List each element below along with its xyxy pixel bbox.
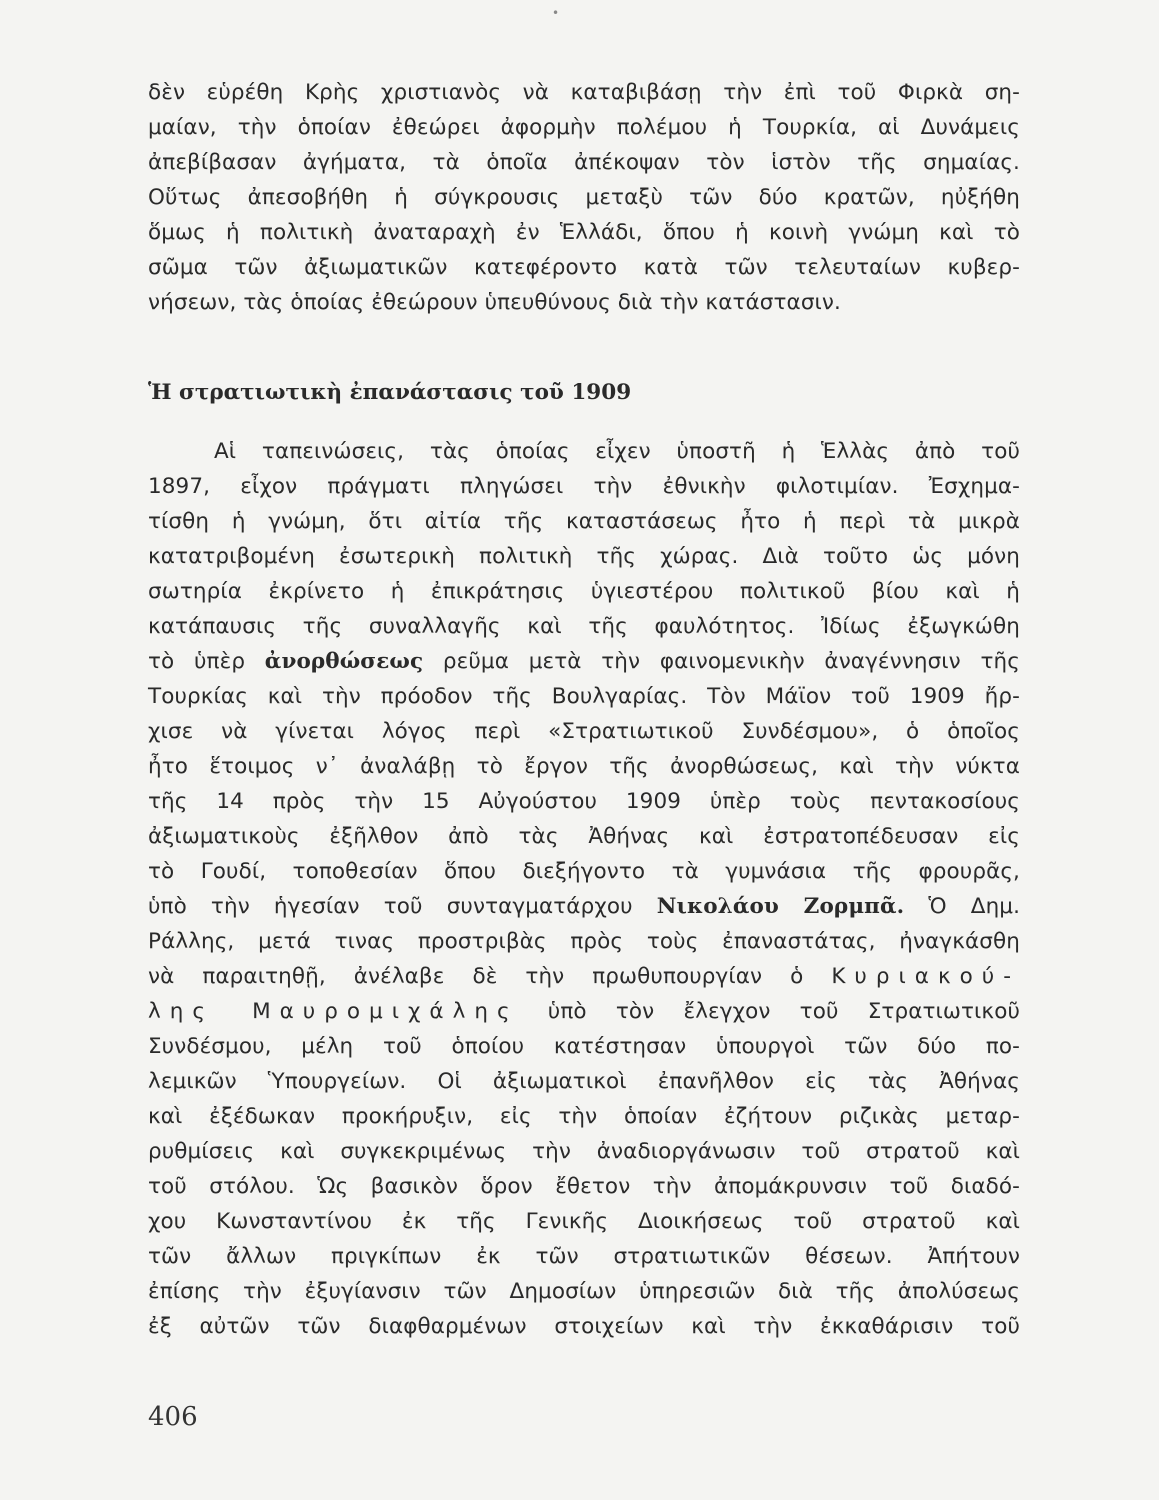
para2-line: 1897, εἶχον πράγματι πληγώσει τὴν ἐθνικὴν φιλοτιμίαν. Ἐσχημα- xyxy=(148,474,1020,499)
para2-line xyxy=(148,647,1020,677)
text-run: ὑπὸ τὸν ἔλεγχον τοῦ Στρατιωτικοῦ xyxy=(518,999,1020,1024)
spaced-name: λης Μαυρομιχάλης xyxy=(148,999,519,1024)
page-number: 406 xyxy=(148,1402,198,1432)
text-run: ρεῦμα μετὰ τὴν φαινομενικὴν ἀναγέννησιν τῆς xyxy=(423,649,1020,674)
para2-line: λεμικῶν Ὑπουργείων. Οἱ ἀξιωματικοὶ ἐπανῆλθον εἰς τὰς Ἀθήνας xyxy=(148,1069,1020,1094)
text-run: Ὁ Δημ. xyxy=(904,894,1021,919)
text-run: ὑπὸ τὴν ἡγεσίαν τοῦ συνταγματάρχου xyxy=(148,894,657,919)
para2-line: τῶν ἄλλων πριγκίπων ἐκ τῶν στρατιωτικῶν θέσεων. Ἀπήτουν xyxy=(148,1244,1020,1269)
para1-line: σῶμα τῶν ἀξιωματικῶν κατεφέροντο κατὰ τῶν τελευταίων κυβερ- xyxy=(148,255,1020,280)
para2-line: Ράλλης, μετά τινας προστριβὰς πρὸς τοὺς ἐπαναστάτας, ἠναγκάσθη xyxy=(148,929,1020,954)
para2-line: ἐξ αὐτῶν τῶν διαφθαρμένων στοιχείων καὶ τὴν ἐκκαθάρισιν τοῦ xyxy=(148,1314,1020,1339)
bold-term: ἀνορθώσεως xyxy=(264,649,424,674)
text-run: τὸ ὑπὲρ xyxy=(148,649,265,674)
para1-line: Οὕτως ἀπεσοβήθη ἡ σύγκρουσις μεταξὺ τῶν δύο κρατῶν, ηὐξήθη xyxy=(148,185,1020,210)
para2-line: ἐπίσης τὴν ἐξυγίανσιν τῶν Δημοσίων ὑπηρεσιῶν διὰ τῆς ἀπολύσεως xyxy=(148,1279,1020,1304)
para2-line: Αἱ ταπεινώσεις, τὰς ὁποίας εἶχεν ὑποστῆ ἡ Ἑλλὰς ἀπὸ τοῦ xyxy=(214,439,1020,464)
para2-line: καὶ ἐξέδωκαν προκήρυξιν, εἰς τὴν ὁποίαν ἐζήτουν ριζικὰς μεταρ- xyxy=(148,1104,1020,1129)
para2-line: χου Κωνσταντίνου ἐκ τῆς Γενικῆς Διοικήσεως τοῦ στρατοῦ καὶ xyxy=(148,1209,1020,1234)
para2-line xyxy=(148,892,1020,922)
para2-line: σωτηρία ἐκρίνετο ἡ ἐπικράτησις ὑγιεστέρου πολιτικοῦ βίου καὶ ἡ xyxy=(148,579,1020,604)
para2-line xyxy=(148,962,1020,992)
para2-line: ἀξιωματικοὺς ἐξῆλθον ἀπὸ τὰς Ἀθήνας καὶ ἐστρατοπέδευσαν εἰς xyxy=(148,824,1020,849)
spaced-name: Κυριακού- xyxy=(831,964,1020,989)
para2-line: Συνδέσμου, μέλη τοῦ ὁποίου κατέστησαν ὑπουργοὶ τῶν δύο πο- xyxy=(148,1034,1020,1059)
para2-line: τίσθη ἡ γνώμη, ὅτι αἰτία τῆς καταστάσεως ἦτο ἡ περὶ τὰ μικρὰ xyxy=(148,509,1020,534)
section-heading: Ἡ στρατιωτικὴ ἐπανάστασις τοῦ 1909 xyxy=(148,380,632,405)
para2-line: τῆς 14 πρὸς τὴν 15 Αὐγούστου 1909 ὑπὲρ τοὺς πεντακοσίους xyxy=(148,789,1020,814)
para2-line: τὸ Γουδί, τοποθεσίαν ὅπου διεξήγοντο τὰ γυμνάσια τῆς φρουρᾶς, xyxy=(148,859,1020,884)
para1-line: ὅμως ἡ πολιτικὴ ἀναταραχὴ ἐν Ἑλλάδι, ὅπου ἡ κοινὴ γνώμη καὶ τὸ xyxy=(148,220,1020,245)
para2-line: χισε νὰ γίνεται λόγος περὶ «Στρατιωτικοῦ Συνδέσμου», ὁ ὁποῖος xyxy=(148,719,1020,744)
para2-line xyxy=(148,997,1020,1027)
para1-line: δὲν εὑρέθη Κρὴς χριστιανὸς νὰ καταβιβάσῃ τὴν ἐπὶ τοῦ Φιρκὰ ση- xyxy=(148,80,1020,105)
para1-line: νήσεων, τὰς ὁποίας ἐθεώρουν ὑπευθύνους διὰ τὴν κατάστασιν. xyxy=(148,290,841,315)
para1-line: ἀπεβίβασαν ἀγήματα, τὰ ὁποῖα ἀπέκοψαν τὸν ἱστὸν τῆς σημαίας. xyxy=(148,150,1020,175)
para2-line: ρυθμίσεις καὶ συγκεκριμένως τὴν ἀναδιοργάνωσιν τοῦ στρατοῦ καὶ xyxy=(148,1139,1020,1164)
top-mark: • xyxy=(552,6,560,20)
para1-line: μαίαν, τὴν ὁποίαν ἐθεώρει ἀφορμὴν πολέμου ἡ Τουρκία, αἱ Δυνάμεις xyxy=(148,115,1020,140)
bold-name: Νικολάου Ζορμπᾶ. xyxy=(656,894,905,919)
para2-line: τοῦ στόλου. Ὡς βασικὸν ὅρον ἔθετον τὴν ἀπομάκρυνσιν τοῦ διαδό- xyxy=(148,1174,1020,1199)
para2-line: ἦτο ἕτοιμος ν᾽ ἀναλάβῃ τὸ ἔργον τῆς ἀνορθώσεως, καὶ τὴν νύκτα xyxy=(148,754,1020,779)
para2-line: κατάπαυσις τῆς συναλλαγῆς καὶ τῆς φαυλότητος. Ἰδίως ἐξωγκώθη xyxy=(148,614,1020,639)
text-run: νὰ παραιτηθῇ, ἀνέλαβε δὲ τὴν πρωθυπουργίαν ὁ xyxy=(148,964,832,989)
para2-line: Τουρκίας καὶ τὴν πρόοδον τῆς Βουλγαρίας. Τὸν Μάϊον τοῦ 1909 ἤρ- xyxy=(148,684,1020,709)
para2-line: κατατριβομένη ἐσωτερικὴ πολιτικὴ τῆς χώρας. Διὰ τοῦτο ὡς μόνη xyxy=(148,544,1020,569)
